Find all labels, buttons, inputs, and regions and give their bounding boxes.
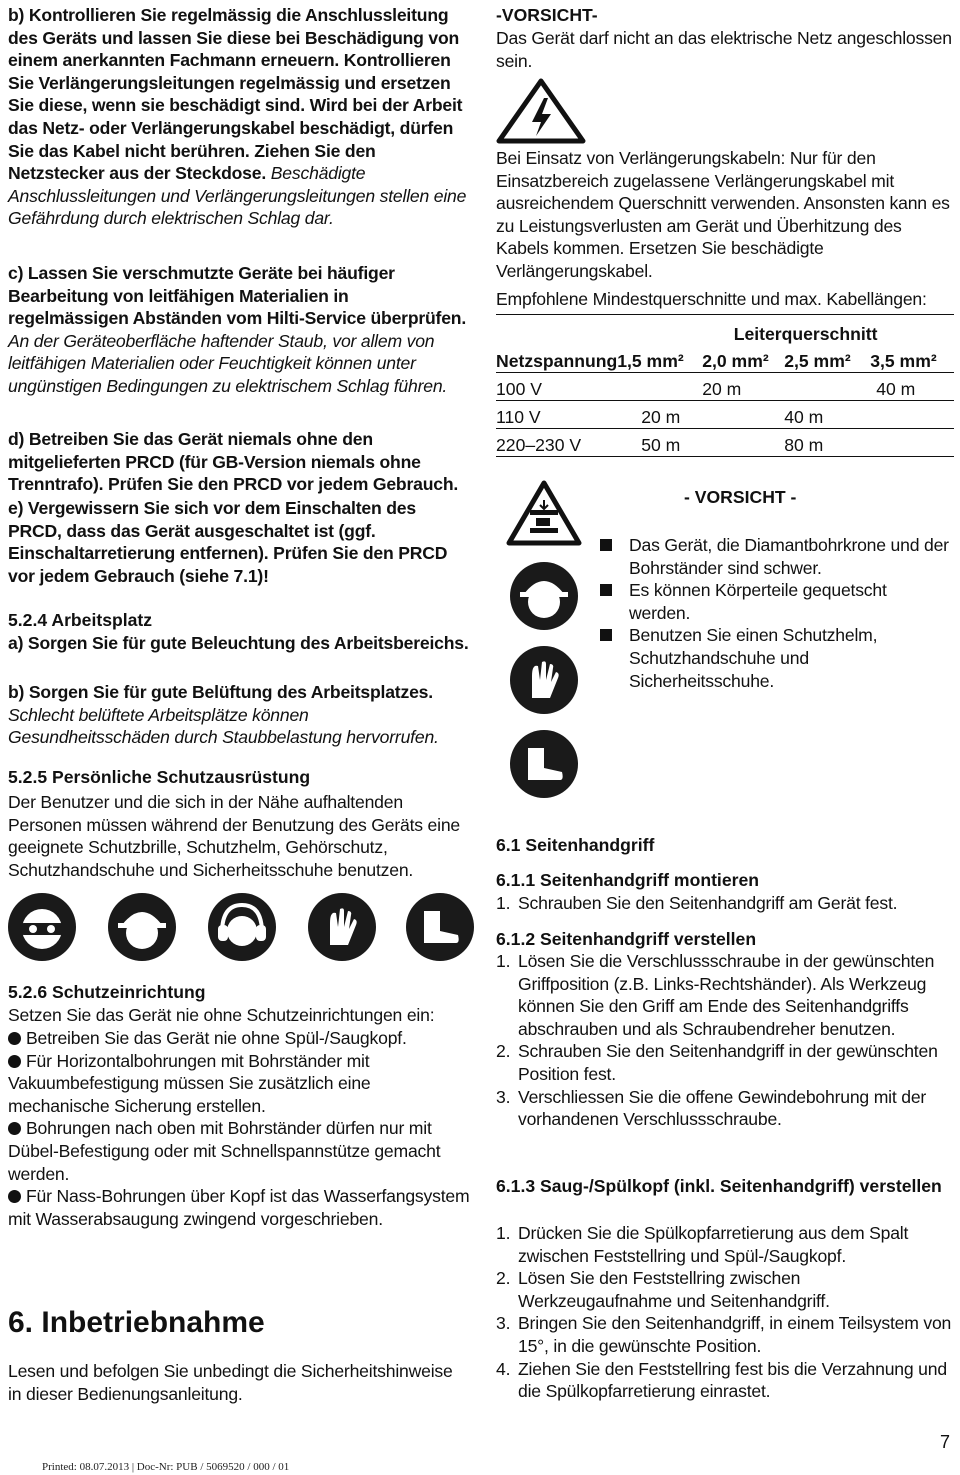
rule-c-italic: An der Geräteoberfläche haftender Staub, vor allem von leitfähigen Materialien oder Feuchtigkeit können unter ungünstigen Bedingungen zu elektrischem Schlag führen. bbox=[8, 330, 448, 396]
heading-5-2-5: 5.2.5 Persönliche Schutzausrüstung bbox=[8, 767, 311, 787]
table-cell bbox=[617, 373, 702, 401]
table-cell: 110 V bbox=[496, 407, 541, 427]
rule-5-2-4-b-italic: Schlecht belüftete Arbeitsplätze können Gesundheitsschäden durch Staubbelastung hervorrufen. bbox=[8, 704, 439, 748]
list-item: 1. Lösen Sie die Verschlussschraube in der gewünschten Griffposition (z.B. Links-Rechtshänder). Als Werkzeug können Sie den Griff am Ende des Seitenhandgriffs abschrauben und als Schraubendreher benutzen. bbox=[496, 951, 935, 1039]
rule-b bbox=[8, 4, 470, 230]
cable-table bbox=[496, 318, 954, 457]
table-header-voltage: Netzspannung bbox=[496, 351, 618, 371]
table-header-col: 2,0 mm² bbox=[702, 351, 769, 371]
steps-6-1-3 bbox=[496, 1222, 954, 1403]
extension-cable-para: Bei Einsatz von Verlängerungskabeln: Nur für den Einsatzbereich zugelassene Verlängerungskabel mit ausreichendem Querschnitt verwenden. Ansonsten kann es zu Leistungsverlusten am Gerät und Überhitzung des Kabels kommen. Ersetzen Sie beschädigte Verlängerungskabel. bbox=[496, 148, 950, 281]
gloves-icon bbox=[510, 646, 578, 714]
safety-shoes-icon bbox=[510, 730, 578, 798]
heading-6-1-1: 6.1.1 Seitenhandgriff montieren bbox=[496, 870, 759, 890]
list-item: 3. Bringen Sie den Seitenhandgriff, in einem Teilsystem von 15°, in die gewünschte Position. bbox=[496, 1313, 952, 1356]
rule-5-2-4-b-bold: b) Sorgen Sie für gute Belüftung des Arbeitsplatzes. bbox=[8, 682, 433, 702]
list-item: Benutzen Sie einen Schutzhelm, Schutzhandschuhe und Sicherheitsschuhe. bbox=[600, 624, 952, 692]
list-item: 1. Schrauben Sie den Seitenhandgriff am Gerät fest. bbox=[496, 893, 898, 913]
para-5-2-6: Setzen Sie das Gerät nie ohne Schutzeinrichtungen ein: bbox=[8, 1005, 435, 1025]
vorsicht-1-text: Das Gerät darf nicht an das elektrische Netz angeschlossen sein. bbox=[496, 28, 952, 71]
list-item: Das Gerät, die Diamantbohrkrone und der Bohrständer sind schwer. bbox=[600, 534, 952, 579]
table-row bbox=[496, 373, 954, 401]
steps-6-1-2 bbox=[496, 950, 954, 1131]
list-item: Für Nass-Bohrungen über Kopf ist das Wasserfangsystem mit Wasserabsaugung zwingend vorgeschrieben. bbox=[8, 1186, 470, 1229]
table-header-col: 3,5 mm² bbox=[870, 351, 937, 371]
list-item: 2. Lösen Sie den Feststellring zwischen Werkzeugaufnahme und Seitenhandgriff. bbox=[496, 1268, 830, 1311]
heading-6: 6. Inbetriebnahme bbox=[8, 1306, 265, 1339]
rule-5-2-4-b bbox=[8, 681, 470, 749]
list-item: Betreiben Sie das Gerät nie ohne Spül-/Saugkopf. bbox=[8, 1027, 470, 1050]
heading-5-2-4: 5.2.4 Arbeitsplatz bbox=[8, 610, 153, 630]
table-cell: 80 m bbox=[784, 435, 824, 455]
table-cell: 20 m bbox=[702, 379, 742, 399]
rule-c-bold: c) Lassen Sie verschmutzte Geräte bei häufiger Bearbeitung von leitfähigen Materialien in regelmässigen Abständen vom Hilti-Service überprüfen. bbox=[8, 263, 467, 329]
table-header-col: 1,5 mm² bbox=[617, 351, 684, 371]
rule-b-italic: Beschädigte Anschlussleitungen und Verlängerungsleitungen stellen eine Gefährdung durch elektrischen Schlag dar. bbox=[8, 163, 467, 229]
recommended-cross-sections: Empfohlene Mindestquerschnitte und max. Kabellängen: bbox=[496, 289, 927, 309]
heading-6-1-2: 6.1.2 Seitenhandgriff verstellen bbox=[496, 929, 757, 949]
table-cell bbox=[870, 429, 954, 457]
table-cell: 20 m bbox=[641, 407, 681, 427]
para-6: Lesen und befolgen Sie unbedingt die Sicherheitshinweise in dieser Bedienungsanleitung. bbox=[8, 1361, 453, 1404]
table-row bbox=[496, 401, 954, 429]
table-cell bbox=[702, 401, 784, 429]
list-item: 3. Verschliessen Sie die offene Gewindebohrung mit der vorhandenen Verschlussschraube. bbox=[496, 1086, 927, 1130]
vorsicht-2-list bbox=[600, 534, 952, 692]
rule-c bbox=[8, 262, 470, 398]
ear-protection-icon bbox=[208, 893, 276, 961]
list-item: Es können Körperteile gequetscht werden. bbox=[600, 579, 952, 624]
table-row bbox=[496, 429, 954, 457]
electrical-hazard-icon bbox=[496, 78, 586, 144]
list-item: 4. Ziehen Sie den Feststellring fest bis die Verzahnung und die Spülkopfarretierung einrastet. bbox=[496, 1358, 947, 1402]
bullet-list-5-2-6 bbox=[8, 1027, 470, 1230]
table-cell bbox=[784, 373, 870, 401]
helmet-icon bbox=[510, 562, 578, 630]
table-cell: 50 m bbox=[641, 435, 681, 455]
list-item: Bohrungen nach oben mit Bohrständer dürfen nur mit Dübel-Befestigung oder mit Schnellspannstütze gemacht werden. bbox=[8, 1117, 470, 1185]
rule-5-2-4-a: a) Sorgen Sie für gute Beleuchtung des Arbeitsbereichs. bbox=[8, 633, 469, 653]
table-cell: 100 V bbox=[496, 379, 542, 399]
table-cell: 40 m bbox=[876, 379, 916, 399]
list-item: Für Horizontalbohrungen mit Bohrständer mit Vakuumbefestigung müssen Sie zusätzlich eine mechanische Sicherung erstellen. bbox=[8, 1050, 470, 1118]
goggles-icon bbox=[8, 893, 76, 961]
crush-hazard-icon bbox=[506, 480, 582, 546]
table-cell bbox=[870, 401, 954, 429]
vorsicht-2-title: - VORSICHT - bbox=[684, 487, 797, 507]
heading-6-1: 6.1 Seitenhandgriff bbox=[496, 835, 655, 855]
helmet-icon bbox=[108, 893, 176, 961]
list-item: 2. Schrauben Sie den Seitenhandgriff in der gewünschten Position fest. bbox=[496, 1041, 938, 1084]
table-group-header: Leiterquerschnitt bbox=[733, 324, 878, 344]
table-top-rule bbox=[496, 314, 954, 315]
page-number: 7 bbox=[939, 1432, 950, 1452]
heading-6-1-3: 6.1.3 Saug-/Spülkopf (inkl. Seitenhandgriff) verstellen bbox=[496, 1176, 942, 1196]
table-cell: 220–230 V bbox=[496, 435, 582, 455]
heading-5-2-6: 5.2.6 Schutzeinrichtung bbox=[8, 982, 206, 1002]
table-header-col: 2,5 mm² bbox=[784, 351, 851, 371]
list-item: 1. Drücken Sie die Spülkopfarretierung aus dem Spalt zwischen Feststellring und Spül-/Saugkopf. bbox=[496, 1223, 909, 1266]
steps-6-1-1 bbox=[496, 892, 954, 915]
para-5-2-5: Der Benutzer und die sich in der Nähe aufhaltenden Personen müssen während der Benutzung des Geräts eine geeignete Schutzbrille, Schutzhelm, Gehörschutz, Schutzhandschuhe und Sicherheitsschuhe benutzen. bbox=[8, 792, 461, 880]
table-cell bbox=[702, 429, 784, 457]
rule-e: e) Vergewissern Sie sich vor dem Einschalten des PRCD, dass das Gerät ausgeschaltet ist (ggf. Einschaltarretierung entfernen). Prüfen Sie den PRCD vor jedem Gebrauch (siehe 7.1)! bbox=[8, 498, 448, 586]
print-footer: Printed: 08.07.2013 | Doc-Nr: PUB / 5069520 / 000 / 01 bbox=[42, 1461, 290, 1473]
rule-d: d) Betreiben Sie das Gerät niemals ohne den mitgelieferten PRCD (für GB-Version niemals ohne Trenntrafo). Prüfen Sie den PRCD vor jedem Gebrauch. bbox=[8, 429, 459, 495]
rule-b-bold: b) Kontrollieren Sie regelmässig die Anschlussleitung des Geräts und lassen Sie diese bei Beschädigung von einem anerkannten Fachmann erneuern. Kontrollieren Sie Verlängerungsleitungen regelmässig und ersetzen Sie diese, wenn sie beschädigt sind. Wird bei der Arbeit das Netz- oder Verlängerungskabel beschädigt, dürfen Sie das Kabel nicht berühren. Ziehen Sie den Netzstecker aus der Steckdose. bbox=[8, 5, 463, 184]
gloves-icon bbox=[308, 893, 376, 961]
table-cell: 40 m bbox=[784, 407, 824, 427]
safety-shoes-icon bbox=[406, 893, 474, 961]
vorsicht-1-title: -VORSICHT- bbox=[496, 5, 598, 25]
